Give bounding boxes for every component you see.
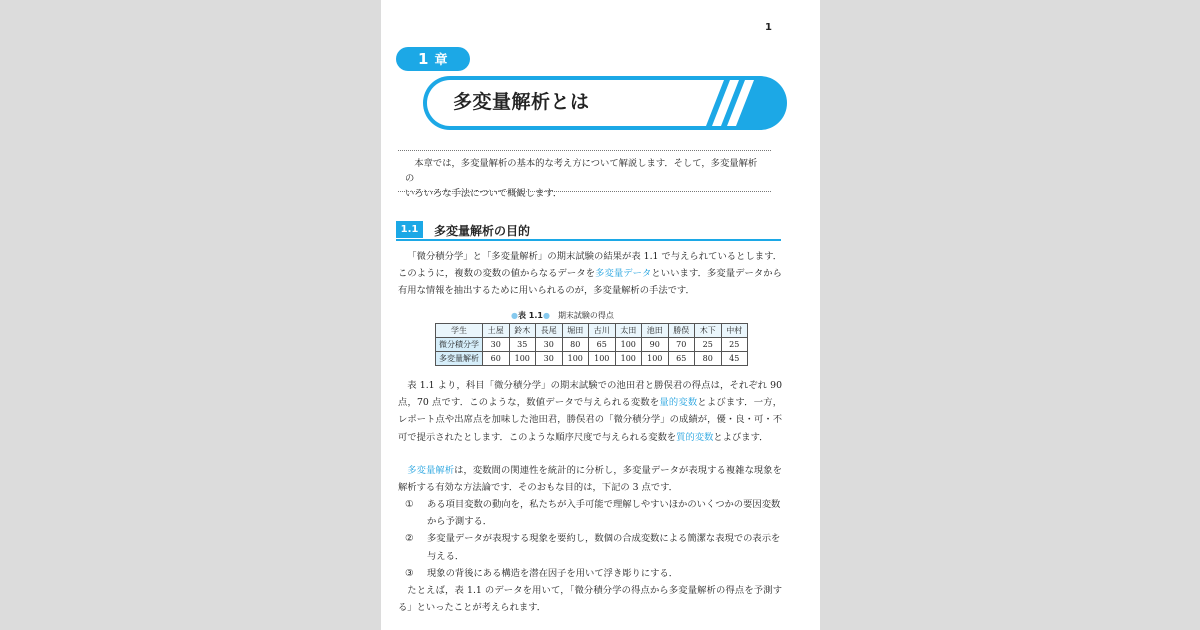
caption-dot-icon: ● [542, 311, 550, 320]
subject-cell: 微分積分学 [436, 338, 483, 352]
header-cell: 学生 [436, 324, 483, 338]
purpose-list [405, 496, 783, 582]
para3-text: は，変数間の関連性を統計的に分析し，多変量データが表現する複雑な現象を解析する有効な方法論です．そのおもな目的は，下記の 3 点です． [398, 465, 782, 494]
intro-line-2: いろいろな手法について概観します． [405, 188, 563, 199]
item-marker: ① [405, 499, 414, 510]
header-cell: 長尾 [536, 324, 563, 338]
chapter-word: 章 [434, 53, 448, 68]
paragraph-1 [398, 248, 782, 300]
header-cell: 鈴木 [509, 324, 536, 338]
score-cell: 45 [721, 352, 748, 366]
score-cell: 25 [695, 338, 722, 352]
divider-bottom [398, 191, 771, 192]
score-cell: 60 [483, 352, 510, 366]
intro-line-1: 本章では，多変量解析の基本的な考え方について解説します．そして，多変量解析の [405, 158, 758, 184]
score-cell: 90 [642, 338, 669, 352]
header-cell: 土屋 [483, 324, 510, 338]
header-cell: 中村 [721, 324, 748, 338]
score-cell: 70 [668, 338, 695, 352]
score-cell: 30 [483, 338, 510, 352]
score-table [435, 323, 748, 366]
score-cell: 100 [589, 352, 616, 366]
score-cell: 25 [721, 338, 748, 352]
keyword-quantitative-variable: 量的変数 [659, 397, 698, 409]
item-marker: ② [405, 533, 414, 545]
keyword-multivariate-analysis: 多変量解析 [407, 465, 455, 476]
keyword-multivariate-data: 多変量データ [595, 268, 652, 280]
item-text: 現象の背後にある構造を潜在因子を用いて浮き彫りにする． [427, 567, 679, 579]
divider-top [398, 150, 771, 151]
score-cell: 30 [536, 352, 563, 366]
table-row [436, 352, 748, 366]
section-number: 1.1 [396, 221, 423, 238]
book-page [381, 0, 820, 630]
para1-text-a: 「微分積分学」と「多変量解析」の期末試験の結果が表 1.1 で与えられているとします．このように，複数の変数の値からなるデータを [398, 251, 782, 280]
header-cell: 古川 [589, 324, 616, 338]
chapter-title: 多変量解析とは [453, 91, 590, 113]
section-title: 多変量解析の目的 [434, 224, 531, 238]
para2-text-c: とよびます． [713, 431, 769, 443]
score-cell: 80 [695, 352, 722, 366]
list-item [405, 530, 783, 564]
subject-cell: 多変量解析 [436, 352, 483, 366]
score-cell: 100 [615, 338, 642, 352]
list-item [405, 496, 783, 530]
score-cell: 30 [536, 338, 563, 352]
score-cell: 100 [615, 352, 642, 366]
caption-dot-icon: ● [511, 311, 518, 320]
paragraph-4: たとえば，表 1.1 のデータを用いて，「微分積分学の得点から多変量解析の得点を予測する」といったことが考えられます． [398, 585, 782, 614]
score-cell: 100 [642, 352, 669, 366]
caption-label: 表 1.1 [517, 311, 543, 320]
header-cell: 木下 [695, 324, 722, 338]
table-row [436, 338, 748, 352]
caption-title: 期末試験の得点 [557, 311, 614, 320]
score-cell: 35 [509, 338, 536, 352]
score-cell: 100 [509, 352, 536, 366]
keyword-qualitative-variable: 質的変数 [676, 431, 714, 443]
table-header-row [436, 324, 748, 338]
item-text: ある項目変数の動向を，私たちが入手可能で理解しやすいほかのいくつかの要因変数から予測する． [427, 499, 781, 528]
para2-text-a: 表 1.1 より，科目「微分積分学」の期末試験での池田君と勝俣君の得点は，それぞれ 90 点，70 点です．このような，数値データで与えられる変数を [398, 380, 782, 409]
para2-text-b: とよびます．一方，レポート点や出席点を加味した池田君，勝俣君の「微分積分学」の成績が，優・良・可・不可で提示されたとします．このような順序尺度で与えられる変数を [398, 397, 782, 443]
chapter-title-banner [421, 74, 789, 132]
score-cell: 65 [589, 338, 616, 352]
page-number: 1 [765, 22, 772, 33]
chapter-label [396, 47, 470, 71]
chapter-intro [405, 156, 765, 201]
paragraph-2 [398, 377, 782, 446]
score-cell: 65 [668, 352, 695, 366]
score-cell: 100 [562, 352, 589, 366]
header-cell: 堀田 [562, 324, 589, 338]
chapter-number: 1 [418, 50, 429, 68]
paragraph-3 [398, 462, 782, 496]
table-caption [511, 310, 614, 321]
para1-text-b: といいます．多変量データから有用な情報を抽出するために用いられるのが，多変量解析の手法です． [398, 268, 782, 297]
score-cell: 80 [562, 338, 589, 352]
list-item [405, 565, 783, 582]
header-cell: 太田 [615, 324, 642, 338]
header-cell: 勝俣 [668, 324, 695, 338]
item-marker: ③ [405, 567, 414, 579]
section-heading [396, 221, 781, 241]
item-text: 多変量データが表現する現象を要約し，数個の合成変数による簡潔な表現での表示を与える． [427, 533, 781, 562]
header-cell: 池田 [642, 324, 669, 338]
